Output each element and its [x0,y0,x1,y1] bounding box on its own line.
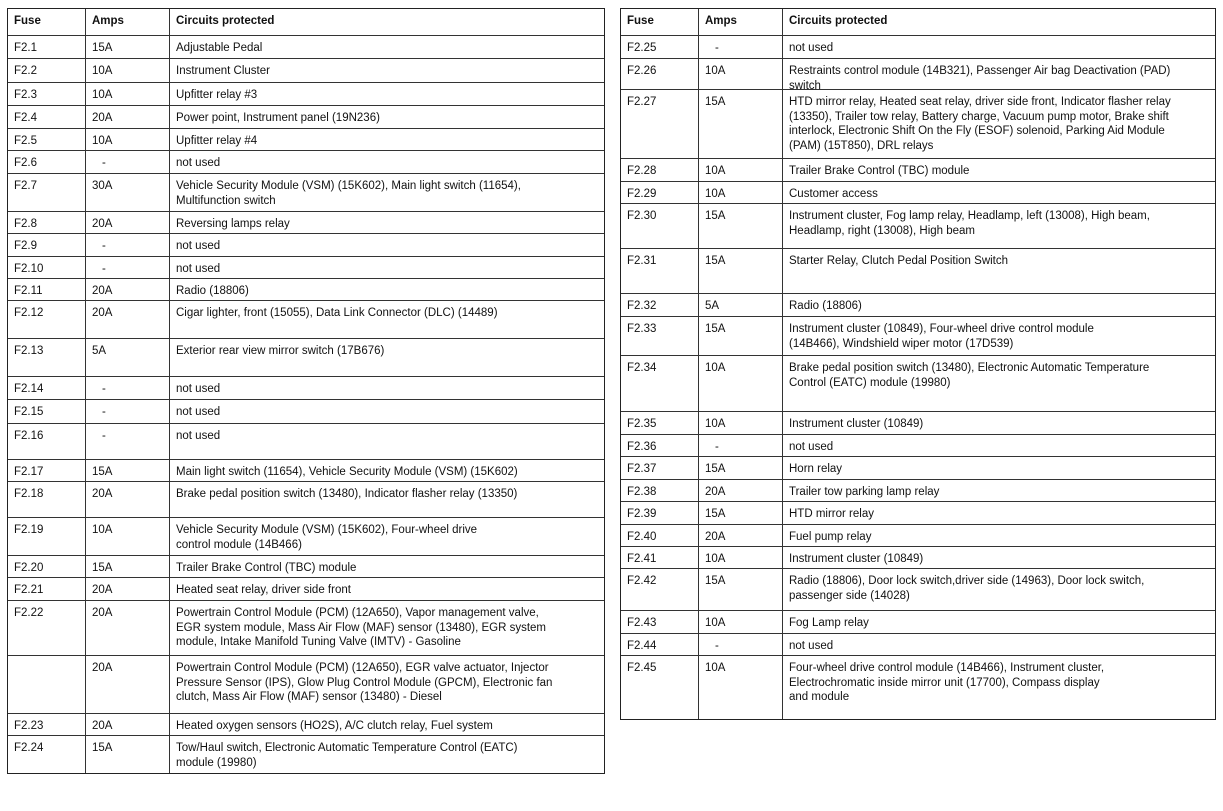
circuits-cell: HTD mirror relay [789,508,874,520]
circuits-cell: not used [176,157,221,169]
amps-cell: 10A [699,182,783,203]
table-row [621,158,1215,181]
circuits-cell: Fog Lamp relay [789,617,869,629]
circuits-cell: Vehicle Security Module (VSM) (15K602), Four-wheel drive control module (14B466) [176,524,478,551]
fuse-number-cell: F2.33 [621,317,699,355]
table-row [621,610,1215,633]
fuse-number-cell: F2.37 [621,457,699,479]
amps-cell: 15A [699,502,783,524]
fuse-column-header: Fuse [621,9,699,35]
left-table-header-row [8,9,604,35]
amps-cell: 15A [699,249,783,293]
table-row [8,256,604,278]
table-row [8,459,604,481]
circuits-cell: not used [176,263,221,275]
table-row [621,434,1215,456]
amps-cell: 15A [699,569,783,610]
fuse-number-cell: F2.21 [8,578,86,600]
amps-cell: 20A [699,525,783,546]
circuits-cell: Restraints control module (14B321), Passenger Air bag Deactivation (PAD) switch [789,65,1171,92]
fuse-number-cell: F2.22 [8,601,86,655]
fuse-number-cell [8,656,86,713]
circuits-cell: Four-wheel drive control module (14B466), Instrument cluster, Electrochromatic inside mirror unit (17700), Compass display and module [789,662,1105,703]
fuse-number-cell: F2.19 [8,518,86,555]
fuse-number-cell: F2.12 [8,301,86,338]
circuits-cell: Trailer tow parking lamp relay [789,486,940,498]
fuse-number-cell: F2.5 [8,129,86,150]
circuits-cell: Customer access [789,188,878,200]
table-row [8,481,604,517]
amps-column-header: Amps [699,9,783,35]
amps-cell: - [699,435,783,456]
table-row [621,411,1215,434]
circuits-cell: Reversing lamps relay [176,218,290,230]
table-row [8,713,604,735]
amps-cell: 30A [86,174,170,211]
amps-cell: - [86,424,170,459]
circuits-cell: Heated oxygen sensors (HO2S), A/C clutch relay, Fuel system [176,720,493,732]
circuits-cell: Adjustable Pedal [176,42,263,54]
table-row [8,517,604,555]
fuse-number-cell: F2.20 [8,556,86,577]
circuits-cell: Starter Relay, Clutch Pedal Position Switch [789,255,1009,267]
table-row [8,58,604,82]
fuse-number-cell: F2.13 [8,339,86,376]
table-row [8,399,604,423]
table-row [621,633,1215,655]
amps-cell: 10A [699,356,783,411]
circuits-cell: Cigar lighter, front (15055), Data Link Connector (DLC) (14489) [176,307,498,319]
circuits-cell: Powertrain Control Module (PCM) (12A650), Vapor management valve, EGR system module, Mass Air Flow (MAF) sensor (13480), EGR system module, Intake Manifold Tuning Valve (IMTV) - Gasoline [176,607,547,648]
circuits-cell: not used [789,640,834,652]
table-row [621,35,1215,58]
circuits-cell: not used [789,42,834,54]
fuse-number-cell: F2.38 [621,480,699,501]
fuse-number-cell: F2.1 [8,36,86,58]
amps-cell: 10A [86,518,170,555]
table-row [8,600,604,655]
amps-column-header: Amps [86,9,170,35]
circuits-column-header: Circuits protected [176,15,275,27]
fuse-number-cell: F2.42 [621,569,699,610]
amps-cell: 15A [699,204,783,248]
amps-cell: - [699,36,783,58]
amps-cell: 20A [86,482,170,517]
circuits-cell: Instrument cluster (10849), Four-wheel drive control module (14B466), Windshield wiper motor (17D539) [789,323,1094,350]
table-row [621,355,1215,411]
table-row [8,211,604,233]
circuits-cell: Radio (18806), Door lock switch,driver side (14963), Door lock switch, passenger side (14028) [789,575,1145,602]
table-row [621,181,1215,203]
amps-cell: - [86,151,170,173]
amps-cell: - [699,634,783,655]
fuse-number-cell: F2.36 [621,435,699,456]
fuse-number-cell: F2.9 [8,234,86,256]
fuse-number-cell: F2.27 [621,90,699,158]
fuse-number-cell: F2.11 [8,279,86,300]
amps-cell: 10A [86,83,170,105]
circuits-cell: HTD mirror relay, Heated seat relay, driver side front, Indicator flasher relay (13350), Trailer tow relay, Battery charge, Vacuum pump motor, Brake shift interlock, Electronic Shift On the Fly (ESOF) solenoid, Parking Aid Module (PAM) (15T850), DRL relays [789,96,1171,152]
table-row [8,735,604,773]
fuse-number-cell: F2.26 [621,59,699,89]
circuits-cell: Tow/Haul switch, Electronic Automatic Temperature Control (EATC) module (19980) [176,742,518,769]
table-row [621,479,1215,501]
amps-cell: 20A [86,578,170,600]
table-row [8,423,604,459]
fuse-number-cell: F2.29 [621,182,699,203]
table-row [8,338,604,376]
fuse-number-cell: F2.18 [8,482,86,517]
fuse-number-cell: F2.3 [8,83,86,105]
fuse-number-cell: F2.39 [621,502,699,524]
amps-cell: 10A [86,59,170,82]
table-row [621,501,1215,524]
circuits-cell: Radio (18806) [789,300,862,312]
amps-cell: 15A [86,556,170,577]
circuits-cell: Instrument cluster (10849) [789,553,924,565]
amps-cell: 10A [86,129,170,150]
fuse-number-cell: F2.15 [8,400,86,423]
circuits-cell: Power point, Instrument panel (19N236) [176,112,380,124]
table-row [621,248,1215,293]
circuits-cell: not used [176,406,221,418]
fuse-number-cell: F2.7 [8,174,86,211]
amps-cell: 20A [699,480,783,501]
amps-cell: 15A [86,460,170,481]
table-row [621,456,1215,479]
amps-cell: 20A [86,656,170,713]
amps-cell: - [86,400,170,423]
circuits-cell: Instrument Cluster [176,65,270,77]
fuse-number-cell: F2.14 [8,377,86,399]
table-row [621,293,1215,316]
amps-cell: 10A [699,412,783,434]
table-row [8,173,604,211]
fuse-number-cell: F2.25 [621,36,699,58]
amps-cell: - [86,257,170,278]
amps-cell: 20A [86,301,170,338]
table-row [621,203,1215,248]
fuse-number-cell: F2.31 [621,249,699,293]
table-row [8,300,604,338]
table-row [621,58,1215,92]
table-row [8,555,604,577]
amps-cell: 5A [699,294,783,316]
fuse-number-cell: F2.23 [8,714,86,735]
table-row [8,233,604,256]
circuits-cell: Fuel pump relay [789,531,872,543]
circuits-cell: not used [789,441,834,453]
amps-cell: 20A [86,601,170,655]
circuits-cell: Brake pedal position switch (13480), Electronic Automatic Temperature Control (EATC) module (19980) [789,362,1150,389]
table-row [621,546,1215,568]
amps-cell: 20A [86,279,170,300]
amps-cell: 20A [86,212,170,233]
circuits-cell: not used [176,430,221,442]
circuits-cell: Instrument cluster, Fog lamp relay, Headlamp, left (13008), High beam, Headlamp, right (13008), High beam [789,210,1150,237]
fuse-number-cell: F2.34 [621,356,699,411]
fuse-number-cell: F2.35 [621,412,699,434]
amps-cell: - [86,234,170,256]
table-row [8,376,604,399]
fuse-number-cell: F2.10 [8,257,86,278]
fuse-number-cell: F2.45 [621,656,699,719]
amps-cell: 5A [86,339,170,376]
fuse-column-header: Fuse [8,9,86,35]
circuits-cell: Exterior rear view mirror switch (17B676) [176,345,385,357]
fuse-number-cell: F2.32 [621,294,699,316]
circuits-cell: Trailer Brake Control (TBC) module [176,562,357,574]
amps-cell: 10A [699,159,783,181]
table-row [621,89,1215,158]
fuse-number-cell: F2.44 [621,634,699,655]
table-row [621,524,1215,546]
circuits-cell: Main light switch (11654), Vehicle Security Module (VSM) (15K602) [176,466,518,478]
table-row [8,150,604,173]
circuits-cell: Vehicle Security Module (VSM) (15K602), Main light switch (11654), Multifunction switch [176,180,521,207]
table-row [621,316,1215,355]
circuits-cell: Upfitter relay #4 [176,135,258,147]
fuse-number-cell: F2.4 [8,106,86,128]
fuse-number-cell: F2.16 [8,424,86,459]
fuse-number-cell: F2.17 [8,460,86,481]
amps-cell: 20A [86,106,170,128]
amps-cell: 20A [86,714,170,735]
amps-cell: - [86,377,170,399]
table-row [8,82,604,105]
amps-cell: 10A [699,547,783,568]
circuits-cell: Brake pedal position switch (13480), Indicator flasher relay (13350) [176,488,518,500]
circuits-cell: Horn relay [789,463,843,475]
fuse-table-left [7,8,605,774]
table-row [8,577,604,600]
circuits-cell: Instrument cluster (10849) [789,418,924,430]
right-table-header-row [621,9,1215,35]
fuse-number-cell: F2.2 [8,59,86,82]
amps-cell: 15A [86,36,170,58]
amps-cell: 15A [699,90,783,158]
circuits-cell: Trailer Brake Control (TBC) module [789,165,970,177]
table-row [8,105,604,128]
circuits-cell: Heated seat relay, driver side front [176,584,351,596]
amps-cell: 10A [699,59,783,89]
table-row [8,35,604,58]
table-row [621,568,1215,610]
fuse-number-cell: F2.28 [621,159,699,181]
circuits-cell: not used [176,240,221,252]
fuse-number-cell: F2.24 [8,736,86,773]
amps-cell: 15A [699,317,783,355]
table-row [8,655,604,713]
fuse-number-cell: F2.43 [621,611,699,633]
circuits-cell: Upfitter relay #3 [176,89,258,101]
fuse-number-cell: F2.30 [621,204,699,248]
amps-cell: 10A [699,656,783,719]
fuse-table-right [620,8,1216,720]
fuse-number-cell: F2.8 [8,212,86,233]
table-row [8,128,604,150]
amps-cell: 15A [86,736,170,773]
fuse-number-cell: F2.40 [621,525,699,546]
circuits-cell: not used [176,383,221,395]
fuse-number-cell: F2.41 [621,547,699,568]
circuits-column-header: Circuits protected [789,15,888,27]
table-row [8,278,604,300]
circuits-cell: Powertrain Control Module (PCM) (12A650), EGR valve actuator, Injector Pressure Sensor (IPS), Glow Plug Control Module (GPCM), Electronic fan clutch, Mass Air Flow (MAF) sensor (13480) - Diesel [176,662,553,703]
circuits-cell: Radio (18806) [176,285,249,297]
amps-cell: 10A [699,611,783,633]
fuse-number-cell: F2.6 [8,151,86,173]
amps-cell: 15A [699,457,783,479]
table-row [621,655,1215,719]
